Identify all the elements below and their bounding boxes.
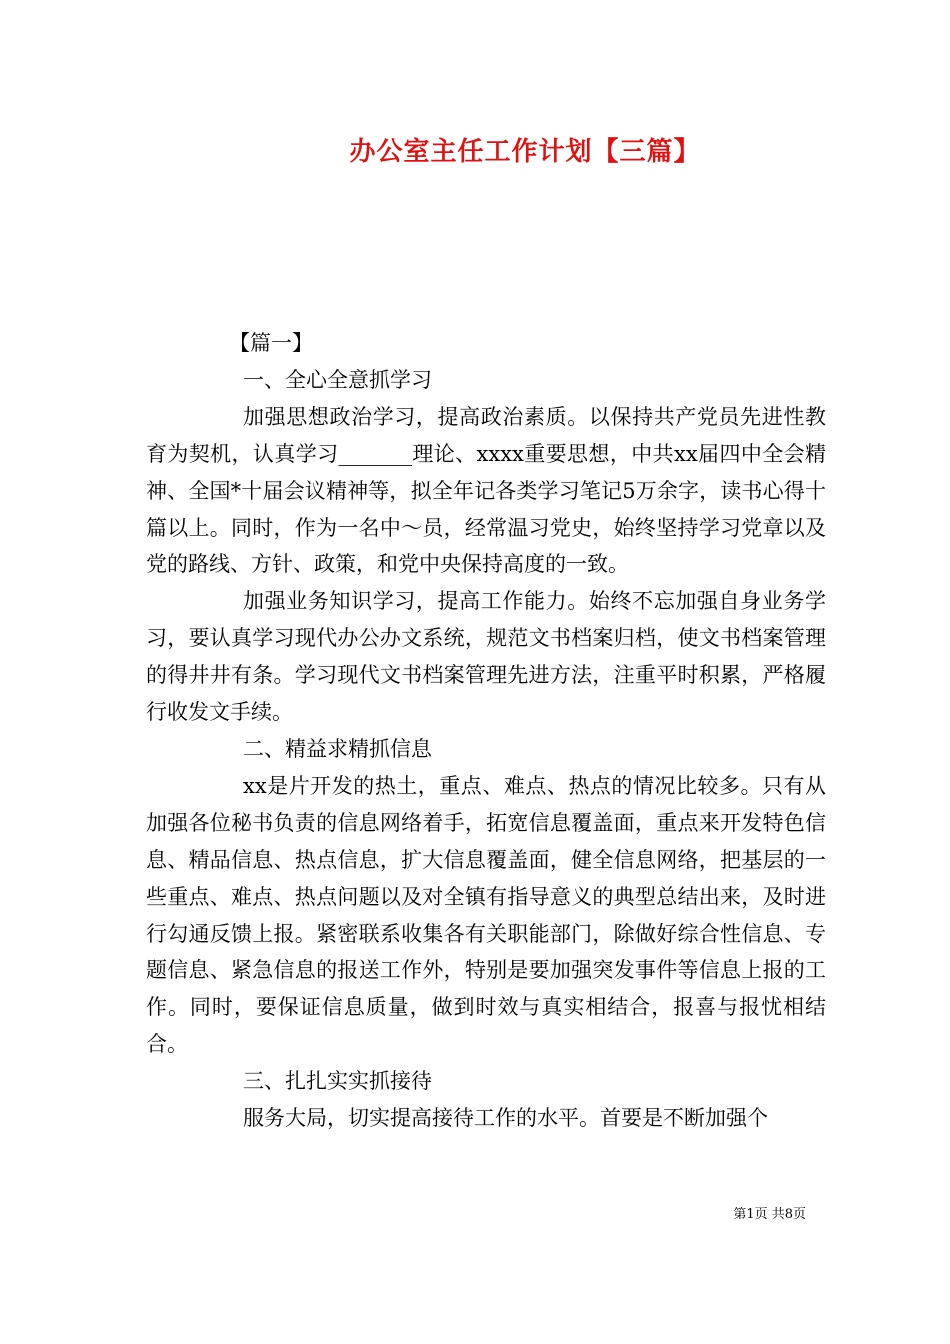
section-heading-2: 二、精益求精抓信息 [243, 736, 432, 761]
section-marker: 【篇一】 [229, 331, 313, 355]
paragraph-2: 加强业务知识学习，提高工作能力。始终不忘加强自身业务学习，要认真学习现代办公办文系统，规范文书档案归档，使文书档案管理的得井井有条。学习现代文书档案管理先进方法，注重平时积累，严格履行收发文手续。 [146, 589, 826, 725]
section-heading-1: 一、全心全意抓学习 [243, 367, 432, 392]
paragraph-3: xx是片开发的热土，重点、难点、热点的情况比较多。只有从加强各位秘书负责的信息网络着手，拓宽信息覆盖面，重点来开发特色信息、精品信息、热点信息，扩大信息覆盖面，健全信息网络，把基层的一些重点、难点、热点问题以及对全镇有指导意义的典型总结出来，及时进行勾通反馈上报。紧密联系收集各有关职能部门，除做好综合性信息、专题信息、紧急信息的报送工作外，特别是要加强突发事件等信息上报的工作。同时，要保证信息质量，做到时效与真实相结合，报喜与报忧相结合。 [146, 773, 826, 1057]
paragraph-4: 服务大局，切实提高接待工作的水平。首要是不断加强个 [243, 1106, 768, 1131]
document-title: 办公室主任工作计划【三篇】 [349, 137, 701, 167]
document-body [146, 325, 826, 1137]
section-heading-3: 三、扎扎实实抓接待 [243, 1069, 432, 1094]
paragraph-1: 加强思想政治学习，提高政治素质。以保持共产党员先进性教育为契机，认真学习_______理论、xxxx重要思想，中共xx届四中全会精神、全国*十届会议精神等，拟全年记各类学习笔记5万余字，读书心得十篇以上。同时，作为一名中～员，经常温习党史，始终坚持学习党章以及党的路线、方针、政策，和党中央保持高度的一致。 [146, 404, 826, 577]
page-number-footer: 第1页 共8页 [733, 1207, 806, 1222]
